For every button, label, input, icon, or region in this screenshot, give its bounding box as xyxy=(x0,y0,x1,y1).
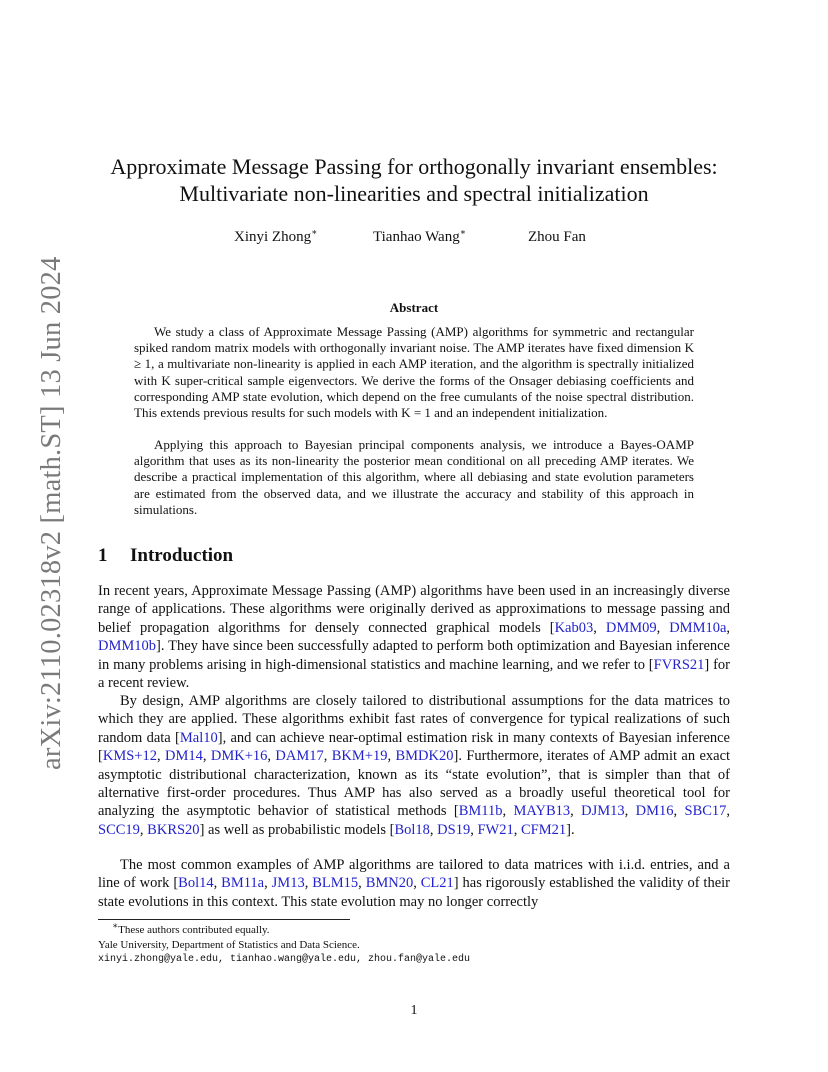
citation-link[interactable]: Bol14 xyxy=(178,875,214,892)
paper-title-line-1: Approximate Message Passing for orthogonally invariant ensembles: xyxy=(110,154,718,179)
citation-link[interactable]: SCC19 xyxy=(98,821,140,838)
arxiv-identifier-stamp: arXiv:2110.02318v2 [math.ST] 13 Jun 2024 xyxy=(36,256,67,770)
citation-link[interactable]: DJM13 xyxy=(581,803,625,820)
abstract-paragraph-1: We study a class of Approximate Message Passing (AMP) algorithms for symmetric and rectangular spiked random matrix models with orthogonally invariant noise. The AMP iterates have fixed dimension K ≥ 1, a multivariate non-linearity is applied in each AMP iteration, and the algorithm is spectrally initialized with K super-critical sample eigenvectors. We derive the forms of the Onsager debiasing coefficients and corresponding AMP state evolution, which depend on the free cumulants of the noise spectral distribution. This extends previous results for such models with K = 1 and an independent initialization. xyxy=(134,324,694,421)
citation-link[interactable]: BM11a xyxy=(221,875,265,892)
citation-link[interactable]: CFM21 xyxy=(520,821,567,838)
section-title: Introduction xyxy=(130,545,234,566)
intro-paragraph-1: In recent years, Approximate Message Passing (AMP) algorithms have been used in an increasingly diverse range of applications. These algorithms were originally derived as approximations to message passing and belief propagation algorithms for densely connected graphical models [Kab03, DMM09, DMM10a, DMM10b]. They have since been successfully adapted to perform both optimization and Bayesian inference in many problems arising in high-dimensional statistics and machine learning, and we refer to [FVRS21] for a recent review. xyxy=(98,583,731,692)
citation-link[interactable]: CL21 xyxy=(420,875,454,892)
citation-link[interactable]: DM16 xyxy=(635,803,674,820)
citation-link[interactable]: BM11b xyxy=(458,803,503,820)
intro-paragraph-2: By design, AMP algorithms are closely tailored to distributional assumptions for the data matrices to which they are applied. These algorithms exhibit fast rates of convergence for typical realizations of such random data [Mal10], and can achieve near-optimal estimation risk in many contexts of Bayesian inference [KMS+12, DM14, DMK+16, DAM17, BKM+19, BMDK20]. Furthermore, iterates of AMP admit an exact asymptotic distributional characterization, known as its “state evolution”, that is simpler than that of alternative first-order procedures. Thus AMP has also served as a broadly useful theoretical tool for analyzing the asymptotic behavior of statistical methods [BM11b, MAYB13, DJM13, DM16, SBC17, SCC19, BKRS20] as well as probabilistic models [Bol18, DS19, FW21, CFM21]. xyxy=(98,693,731,838)
citation-link[interactable]: MAYB13 xyxy=(513,803,571,820)
citation-link[interactable]: BMN20 xyxy=(365,875,414,892)
citation-link[interactable]: DMM09 xyxy=(605,619,657,636)
author-3: Zhou Fan xyxy=(528,229,586,245)
citation-link[interactable]: FW21 xyxy=(477,821,514,838)
abstract-heading: Abstract xyxy=(389,300,439,315)
citation-link[interactable]: Mal10 xyxy=(179,729,218,746)
section-number: 1 xyxy=(98,545,108,566)
page-number: 1 xyxy=(410,1003,418,1018)
citation-link[interactable]: FVRS21 xyxy=(653,656,705,673)
intro-paragraph-3: The most common examples of AMP algorithms are tailored to data matrices with i.i.d. entries, and a line of work [Bol14, BM11a, JM13, BLM15, BMN20, CL21] has rigorously established the validity of their state evolutions in this context. This state evolution may no longer correctly xyxy=(98,857,730,910)
citation-link[interactable]: DM14 xyxy=(164,748,203,765)
author-2: Tianhao Wang∗ xyxy=(373,227,466,245)
citation-link[interactable]: DMM10b xyxy=(98,638,157,655)
citation-link[interactable]: DAM17 xyxy=(275,748,324,765)
footnote-affiliation: Yale University, Department of Statistics and Data Science. xyxy=(98,939,360,951)
citation-link[interactable]: Kab03 xyxy=(554,619,594,636)
citation-link[interactable]: SBC17 xyxy=(684,803,727,820)
citation-link[interactable]: JM13 xyxy=(271,875,305,892)
footnote-emails: xinyi.zhong@yale.edu, tianhao.wang@yale.edu, zhou.fan@yale.edu xyxy=(98,954,471,965)
abstract-paragraph-2: Applying this approach to Bayesian principal components analysis, we introduce a Bayes-OAMP algorithm that uses as its non-linearity the posterior mean conditional on all preceding AMP iterates. We describe a practical implementation of this algorithm, where all debiasing and state evolution parameters are estimated from the observed data, and we illustrate the accuracy and stability of this approach in simulations. xyxy=(134,437,694,517)
citation-link[interactable]: BMDK20 xyxy=(395,748,454,765)
citation-link[interactable]: BKRS20 xyxy=(147,821,200,838)
paper-title-line-2: Multivariate non-linearities and spectral initialization xyxy=(179,181,649,206)
citation-link[interactable]: BLM15 xyxy=(312,875,359,892)
citation-link[interactable]: BKM+19 xyxy=(331,748,388,765)
citation-link[interactable]: DMK+16 xyxy=(210,748,268,765)
citation-link[interactable]: Bol18 xyxy=(394,821,430,838)
author-1: Xinyi Zhong∗ xyxy=(234,227,318,245)
section-heading xyxy=(98,545,233,567)
footnote-equal-contribution: ∗These authors contributed equally. xyxy=(112,920,270,936)
citation-link[interactable]: DS19 xyxy=(437,821,471,838)
citation-link[interactable]: KMS+12 xyxy=(102,748,157,765)
citation-link[interactable]: DMM10a xyxy=(669,619,727,636)
footnote-rule xyxy=(98,919,350,920)
